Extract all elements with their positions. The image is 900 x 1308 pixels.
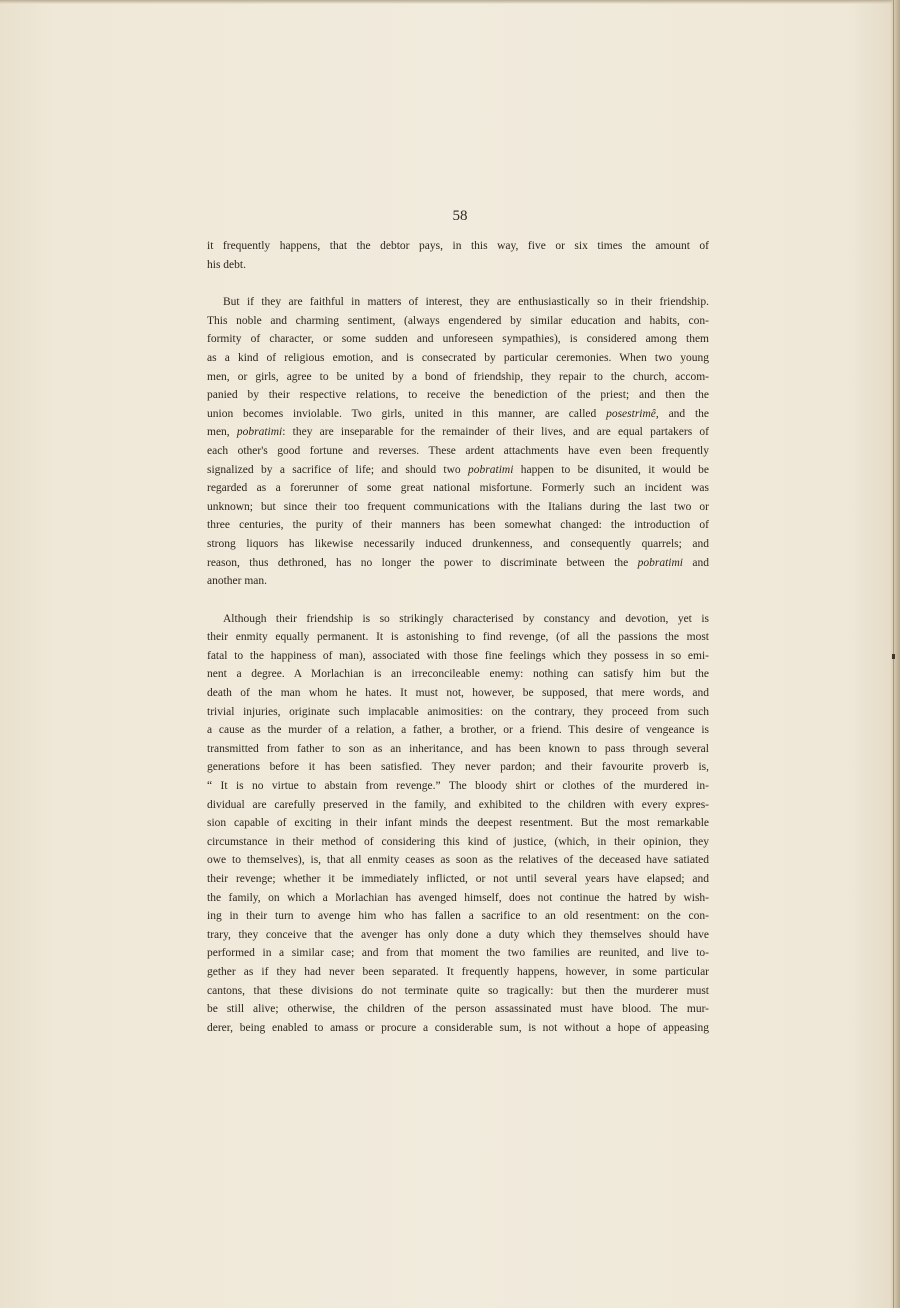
page-top-edge bbox=[0, 0, 900, 4]
text-line: their revenge; whether it be immediately inflicted, or not until several years have elapsed; and bbox=[207, 873, 709, 885]
text-line: ing in their turn to avenge him who has fallen a sacrifice to an old resentment: on the con- bbox=[207, 910, 709, 923]
text-line: circumstance in their method of considering this kind of justice, (which, in their opinion, they bbox=[207, 835, 709, 848]
text-line: performed in a similar case; and from that moment the two families are reunited, and live to- bbox=[207, 947, 709, 960]
italic-term: pobratimi bbox=[236, 426, 283, 439]
body-text bbox=[207, 237, 709, 1037]
text-line: cantons, that these divisions do not terminate quite so tragically: but then the murderer must bbox=[207, 984, 709, 997]
paragraph-gap bbox=[207, 274, 709, 293]
text-line: trivial injuries, originate such implacable animosities: on the contrary, they proceed from such bbox=[207, 705, 709, 718]
text-line: reason, thus dethroned, has no longer the power to discriminate between the pobratimi and bbox=[207, 556, 709, 569]
text-line: union becomes inviolable. Two girls, united in this manner, are called posestrimê, and the bbox=[207, 407, 710, 420]
text-line: men, or girls, agree to be united by a bond of friendship, they repair to the church, accom- bbox=[207, 370, 709, 383]
text-line: formity of character, or some sudden and unforeseen sympathies), is considered among them bbox=[207, 333, 709, 346]
paragraph bbox=[207, 237, 709, 274]
margin-mark bbox=[892, 654, 895, 659]
text-line: as a kind of religious emotion, and is consecrated by particular ceremonies. When two young bbox=[207, 351, 709, 364]
text-line: strong liquors has likewise necessarily induced drunkenness, and consequently quarrels; and bbox=[207, 537, 709, 550]
text-line: signalized by a sacrifice of life; and should two pobratimi happen to be disunited, it would be bbox=[207, 463, 709, 476]
italic-term: pobratimi bbox=[637, 556, 683, 569]
text-line: regarded as a forerunner of some great national misfortune. Formerly such an incident was bbox=[207, 482, 709, 495]
text-line: trary, they conceive that the avenger has only done a duty which they themselves should have bbox=[207, 928, 709, 941]
paragraph-gap bbox=[207, 591, 709, 610]
text-line: another man. bbox=[207, 575, 268, 588]
text-line: it frequently happens, that the debtor pays, in this way, five or six times the amount of bbox=[207, 240, 709, 252]
text-line: sion capable of exciting in their infant minds the deepest resentment. But the most remarkable bbox=[207, 817, 709, 830]
text-line: death of the man whom he hates. It must not, however, be supposed, that mere words, and bbox=[207, 687, 709, 700]
text-line: But if they are faithful in matters of interest, they are enthusiastically so in their friendship. bbox=[223, 296, 709, 309]
text-line: nent a degree. A Morlachian is an irreconcileable enemy: nothing can satisfy him but the bbox=[207, 668, 709, 681]
text-line: “ It is no virtue to abstain from revenge.” The bloody shirt or clothes of the murdered in- bbox=[207, 780, 709, 793]
text-line: a cause as the murder of a relation, a father, a brother, or a friend. This desire of vengeance is bbox=[207, 724, 709, 737]
text-line: generations before it has been satisfied. They never pardon; and their favourite proverb is, bbox=[207, 761, 709, 774]
text-line: be still alive; otherwise, the children of the person assassinated must have blood. The mur- bbox=[207, 1003, 709, 1016]
text-line: unknown; but since their too frequent communications with the Italians during the last two or bbox=[207, 500, 709, 513]
text-line: panied by their respective relations, to receive the benediction of the priest; and then the bbox=[207, 389, 709, 402]
text-line: dividual are carefully preserved in the family, and exhibited to the children with every expres- bbox=[207, 798, 709, 811]
italic-term: pobratimi bbox=[468, 463, 514, 476]
text-line: Although their friendship is so strikingly characterised by constancy and devotion, yet is bbox=[223, 612, 709, 625]
text-line: derer, being enabled to amass or procure a considerable sum, is not without a hope of appeasing bbox=[207, 1021, 709, 1034]
text-line: gether as if they had never been separated. It frequently happens, however, in some particular bbox=[207, 965, 709, 978]
text-line: three centuries, the purity of their manners has been somewhat changed: the introduction of bbox=[207, 519, 709, 532]
text-line: owe to themselves), is, that all enmity ceases as soon as the relatives of the deceased have satiated bbox=[207, 854, 709, 867]
page-number: 58 bbox=[452, 208, 468, 224]
italic-term: posestrimê bbox=[606, 407, 656, 420]
paragraph bbox=[207, 293, 709, 591]
paragraph bbox=[207, 610, 709, 1038]
text-line: transmitted from father to son as an inheritance, and has been known to pass through several bbox=[207, 742, 709, 755]
text-line: the family, on which a Morlachian has avenged himself, does not continue the hatred by wish- bbox=[207, 891, 709, 904]
text-line: men, pobratimi: they are inseparable for the remainder of their lives, and are equal partakers of bbox=[207, 426, 709, 439]
text-line: his debt. bbox=[207, 258, 246, 271]
text-line: This noble and charming sentiment, (always engendered by similar education and habits, con- bbox=[207, 314, 709, 327]
text-line: each other's good fortune and reverses. These ardent attachments have even been frequently bbox=[207, 444, 709, 457]
text-line: fatal to the happiness of man), associated with those fine feelings which they possess in so emi- bbox=[207, 649, 709, 662]
text-line: their enmity equally permanent. It is astonishing to find revenge, (of all the passions the most bbox=[207, 631, 709, 644]
